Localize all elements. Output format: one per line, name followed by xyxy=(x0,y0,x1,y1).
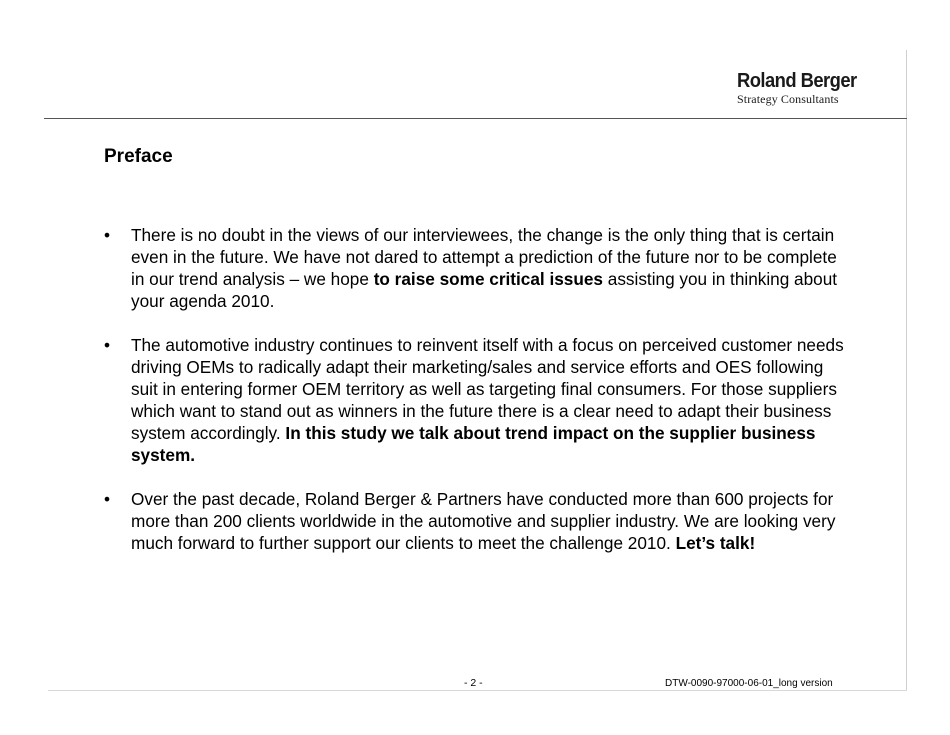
bullet-marker: • xyxy=(104,335,111,355)
bullet-emphasis: to raise some critical issues xyxy=(373,269,603,289)
bullet-text-tail: assisting you in thinking about your agenda 2010. xyxy=(131,269,838,311)
roland-berger-logo xyxy=(737,70,861,106)
page-title: Preface xyxy=(104,146,173,167)
document-id: DTW-0090-97000-06-01_long version xyxy=(665,678,833,689)
footer-divider xyxy=(48,690,907,691)
header-divider xyxy=(44,118,907,119)
page-number: - 2 - xyxy=(464,677,483,689)
bullet-emphasis: In this study we talk about trend impact on the supplier business system. xyxy=(131,423,816,465)
bullet-item xyxy=(104,334,844,466)
bullet-text: There is no doubt in the views of our interviewees, the change is the only thing that is certain even in the future. We have not dared to attempt a prediction of the future nor to be complete in our trend analysis – we hope xyxy=(131,225,837,289)
bullet-list xyxy=(104,224,844,554)
bullet-text: Over the past decade, Roland Berger & Partners have conducted more than 600 projects for more than 200 clients worldwide in the automotive and supplier industry. We are looking very much forward to further support our clients to meet the challenge 2010. xyxy=(131,489,836,553)
bullet-text: The automotive industry continues to reinvent itself with a focus on perceived customer needs driving OEMs to radically adapt their marketing/sales and service efforts and OES following suit in entering former OEM territory as well as targeting final consumers. For those suppliers which want to stand out as winners in the future there is a clear need to adapt their business system accordingly. xyxy=(131,335,844,443)
bullet-item xyxy=(104,224,844,312)
logo-tagline: Strategy Consultants xyxy=(737,92,839,106)
logo-brand: Roland Berger xyxy=(737,70,857,92)
bullet-emphasis: Let’s talk! xyxy=(675,533,756,553)
right-border-line xyxy=(906,50,907,690)
bullet-item xyxy=(104,488,844,554)
bullet-marker: • xyxy=(104,489,111,509)
bullet-marker: • xyxy=(104,225,111,245)
